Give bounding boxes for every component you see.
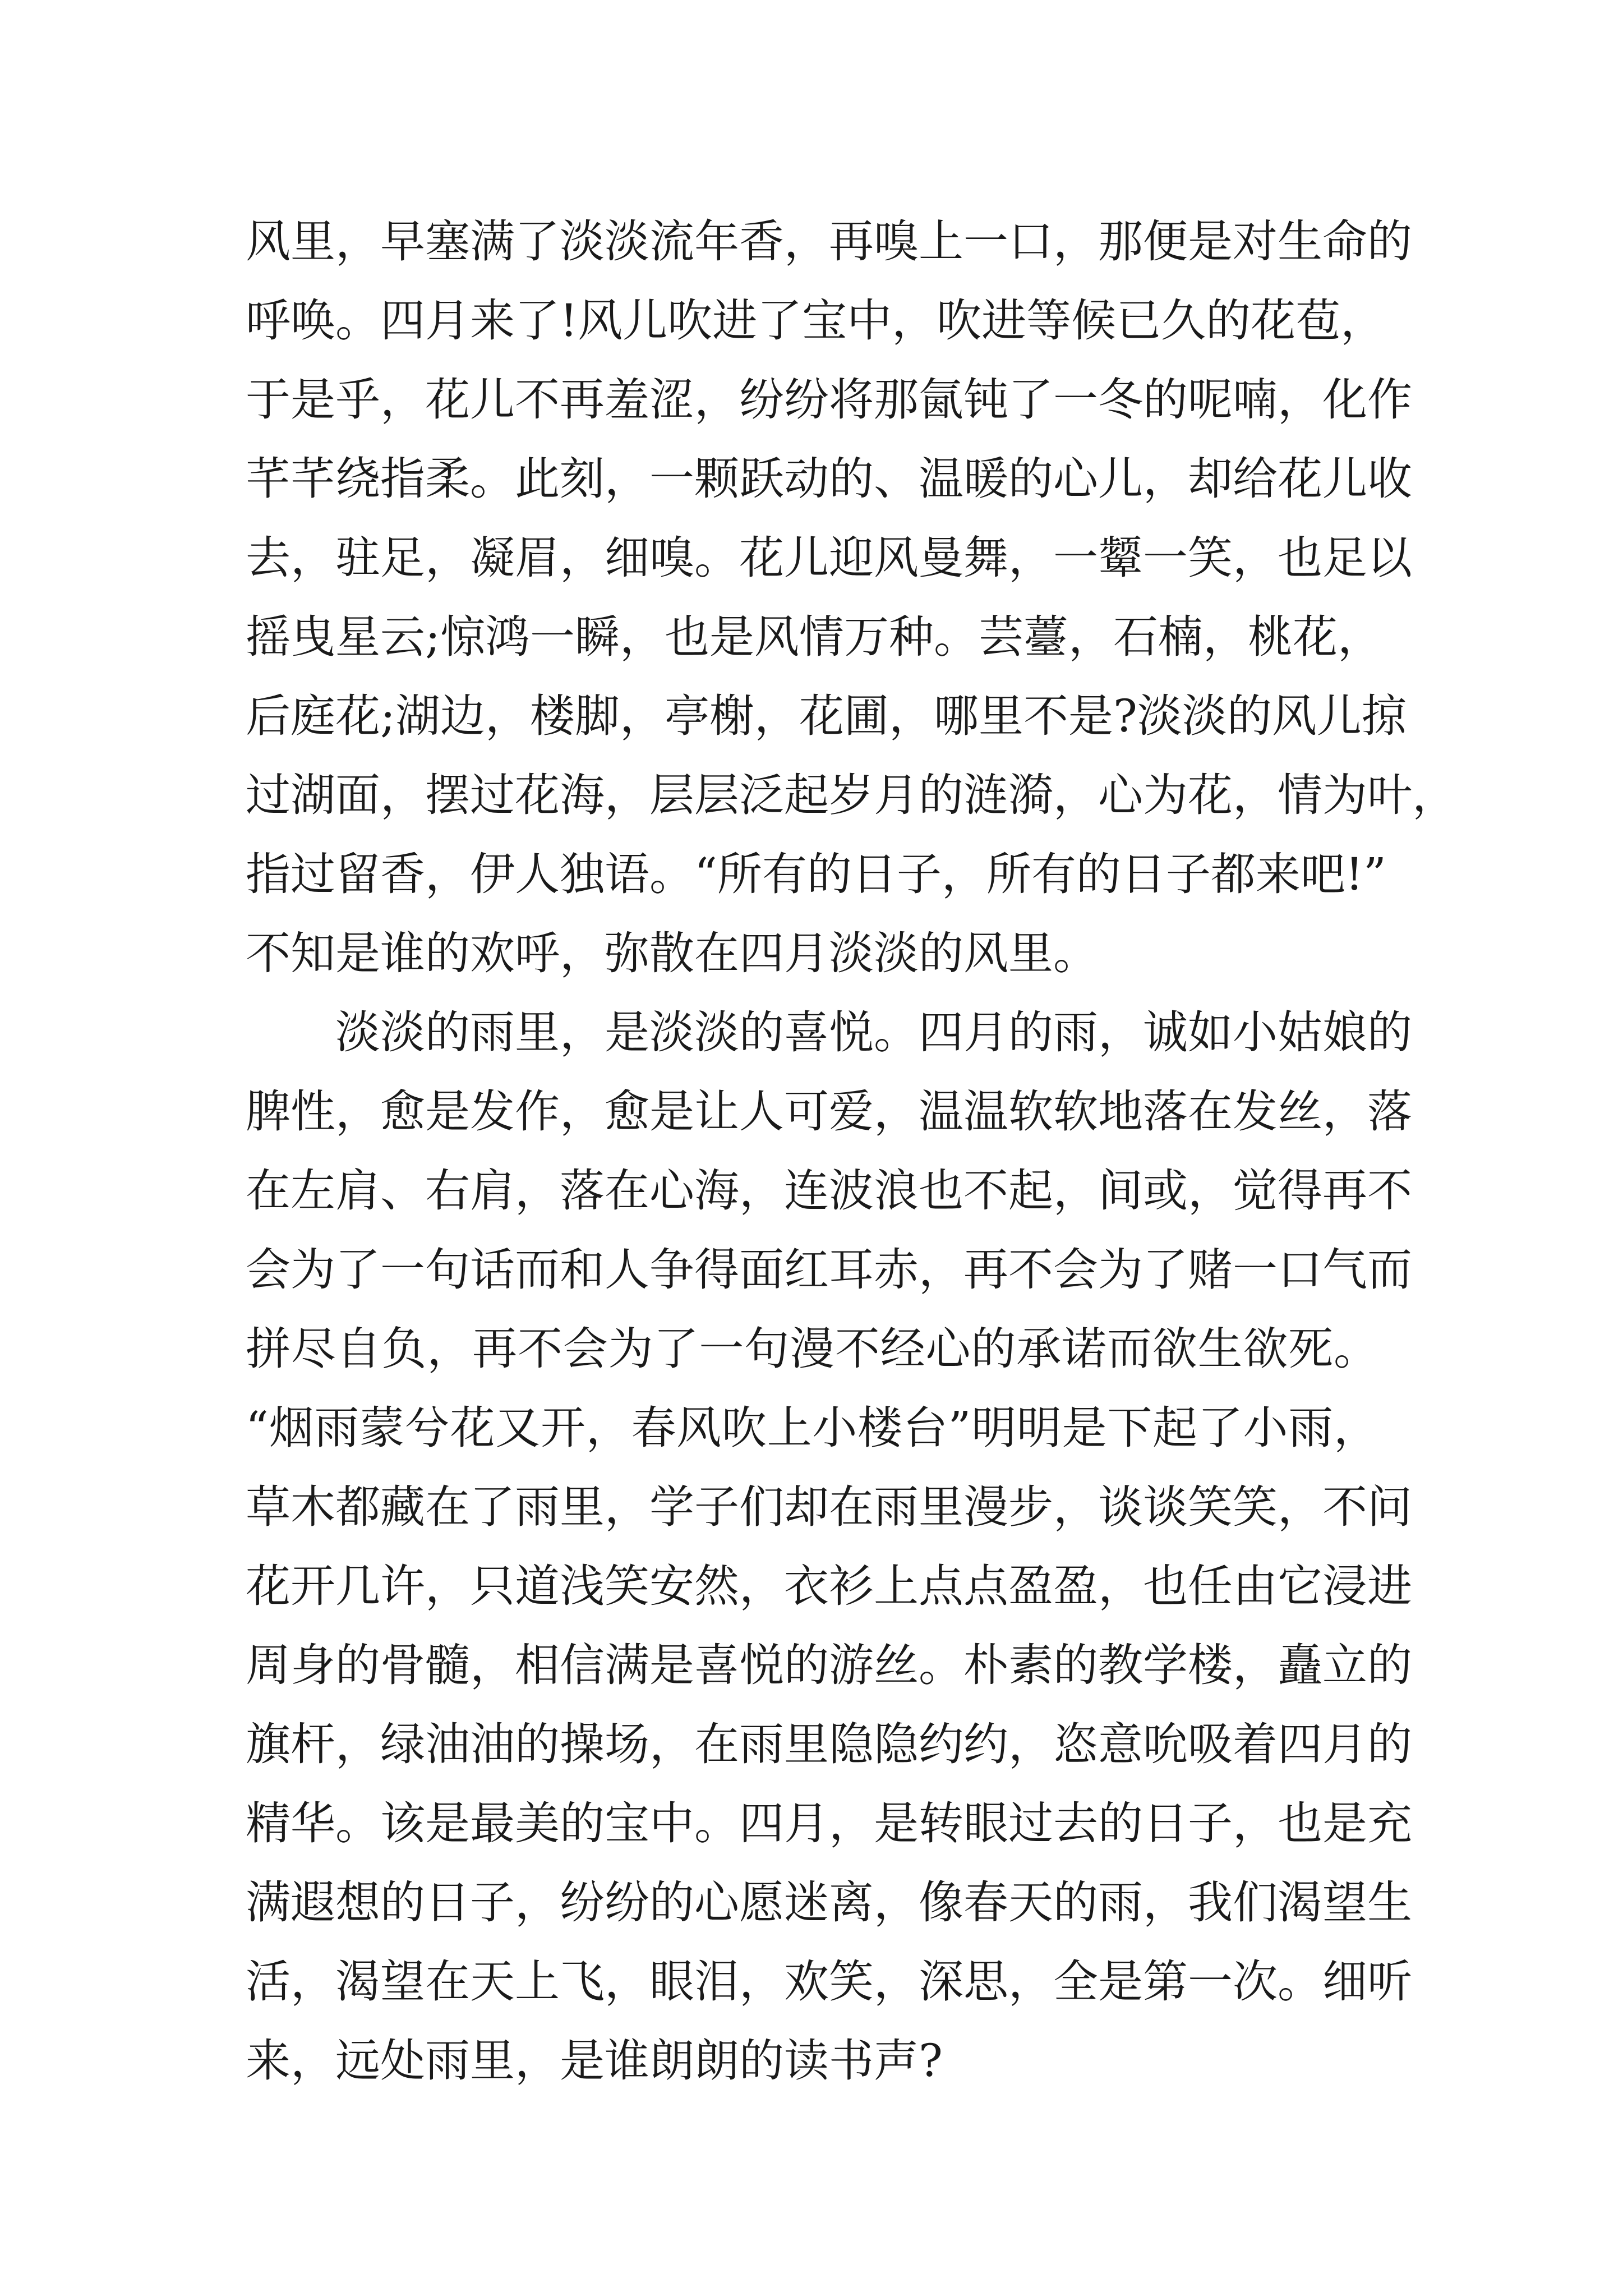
text-line: 周身的骨髓，相信满是喜悦的游丝。朴素的教学楼，矗立的 bbox=[246, 1639, 1412, 1691]
text-line: 来，远处雨里，是谁朗朗的读书声? bbox=[246, 2035, 943, 2087]
text-line: 风里，早塞满了淡淡流年香，再嗅上一口，那便是对生命的 bbox=[246, 215, 1412, 268]
document-body bbox=[246, 202, 1457, 2100]
text-line: 淡淡的雨里，是淡淡的喜悦。四月的雨，诚如小姑娘的 bbox=[335, 1006, 1412, 1059]
text-line: 活，渴望在天上飞，眼泪，欢笑，深思，全是第一次。细听 bbox=[246, 1955, 1412, 2008]
text-line: “烟雨蒙兮花又开，春风吹上小楼台”明明是下起了小雨， bbox=[246, 1402, 1378, 1454]
text-line: 摇曳星云;惊鸿一瞬，也是风情万种。芸薹，石楠，桃花， bbox=[246, 611, 1382, 663]
text-line: 后庭花;湖边，楼脚，亭榭，花圃，哪里不是?淡淡的风儿掠 bbox=[246, 690, 1407, 742]
text-line: 会为了一句话而和人争得面红耳赤，再不会为了赌一口气而 bbox=[246, 1244, 1412, 1296]
text-line: 芊芊绕指柔。此刻，一颗跃动的、温暖的心儿，却给花儿收 bbox=[246, 453, 1412, 505]
text-line: 拼尽自负，再不会为了一句漫不经心的承诺而欲生欲死。 bbox=[246, 1323, 1378, 1375]
text-line: 草木都藏在了雨里，学子们却在雨里漫步，谈谈笑笑，不问 bbox=[246, 1481, 1412, 1533]
paragraph-2 bbox=[246, 993, 1412, 2100]
text-line: 在左肩、右肩，落在心海，连波浪也不起，间或，觉得再不 bbox=[246, 1165, 1412, 1217]
text-line: 过湖面，摆过花海，层层泛起岁月的涟漪，心为花，情为叶， bbox=[246, 769, 1457, 821]
text-line: 指过留香，伊人独语。“所有的日子，所有的日子都来吧!” bbox=[246, 848, 1386, 900]
text-line: 不知是谁的欢呼，弥散在四月淡淡的风里。 bbox=[246, 927, 1098, 979]
paragraph-1 bbox=[246, 202, 1457, 993]
text-line: 呼唤。四月来了!风儿吹进了宝中，吹进等候已久的花苞， bbox=[246, 295, 1386, 347]
text-line: 脾性，愈是发作，愈是让人可爱，温温软软地落在发丝，落 bbox=[246, 1085, 1412, 1138]
text-line: 精华。该是最美的宝中。四月，是转眼过去的日子，也是充 bbox=[246, 1797, 1412, 1849]
text-line: 花开几许，只道浅笑安然，衣衫上点点盈盈，也任由它浸进 bbox=[246, 1560, 1412, 1612]
text-line: 于是乎，花儿不再羞涩，纷纷将那氤钝了一冬的呢喃，化作 bbox=[246, 374, 1412, 426]
text-line: 满遐想的日子，纷纷的心愿迷离，像春天的雨，我们渴望生 bbox=[246, 1876, 1412, 1929]
text-line: 去，驻足，凝眉，细嗅。花儿迎风曼舞，一颦一笑，也足以 bbox=[246, 532, 1412, 584]
text-line: 旗杆，绿油油的操场，在雨里隐隐约约，恣意吮吸着四月的 bbox=[246, 1718, 1412, 1770]
